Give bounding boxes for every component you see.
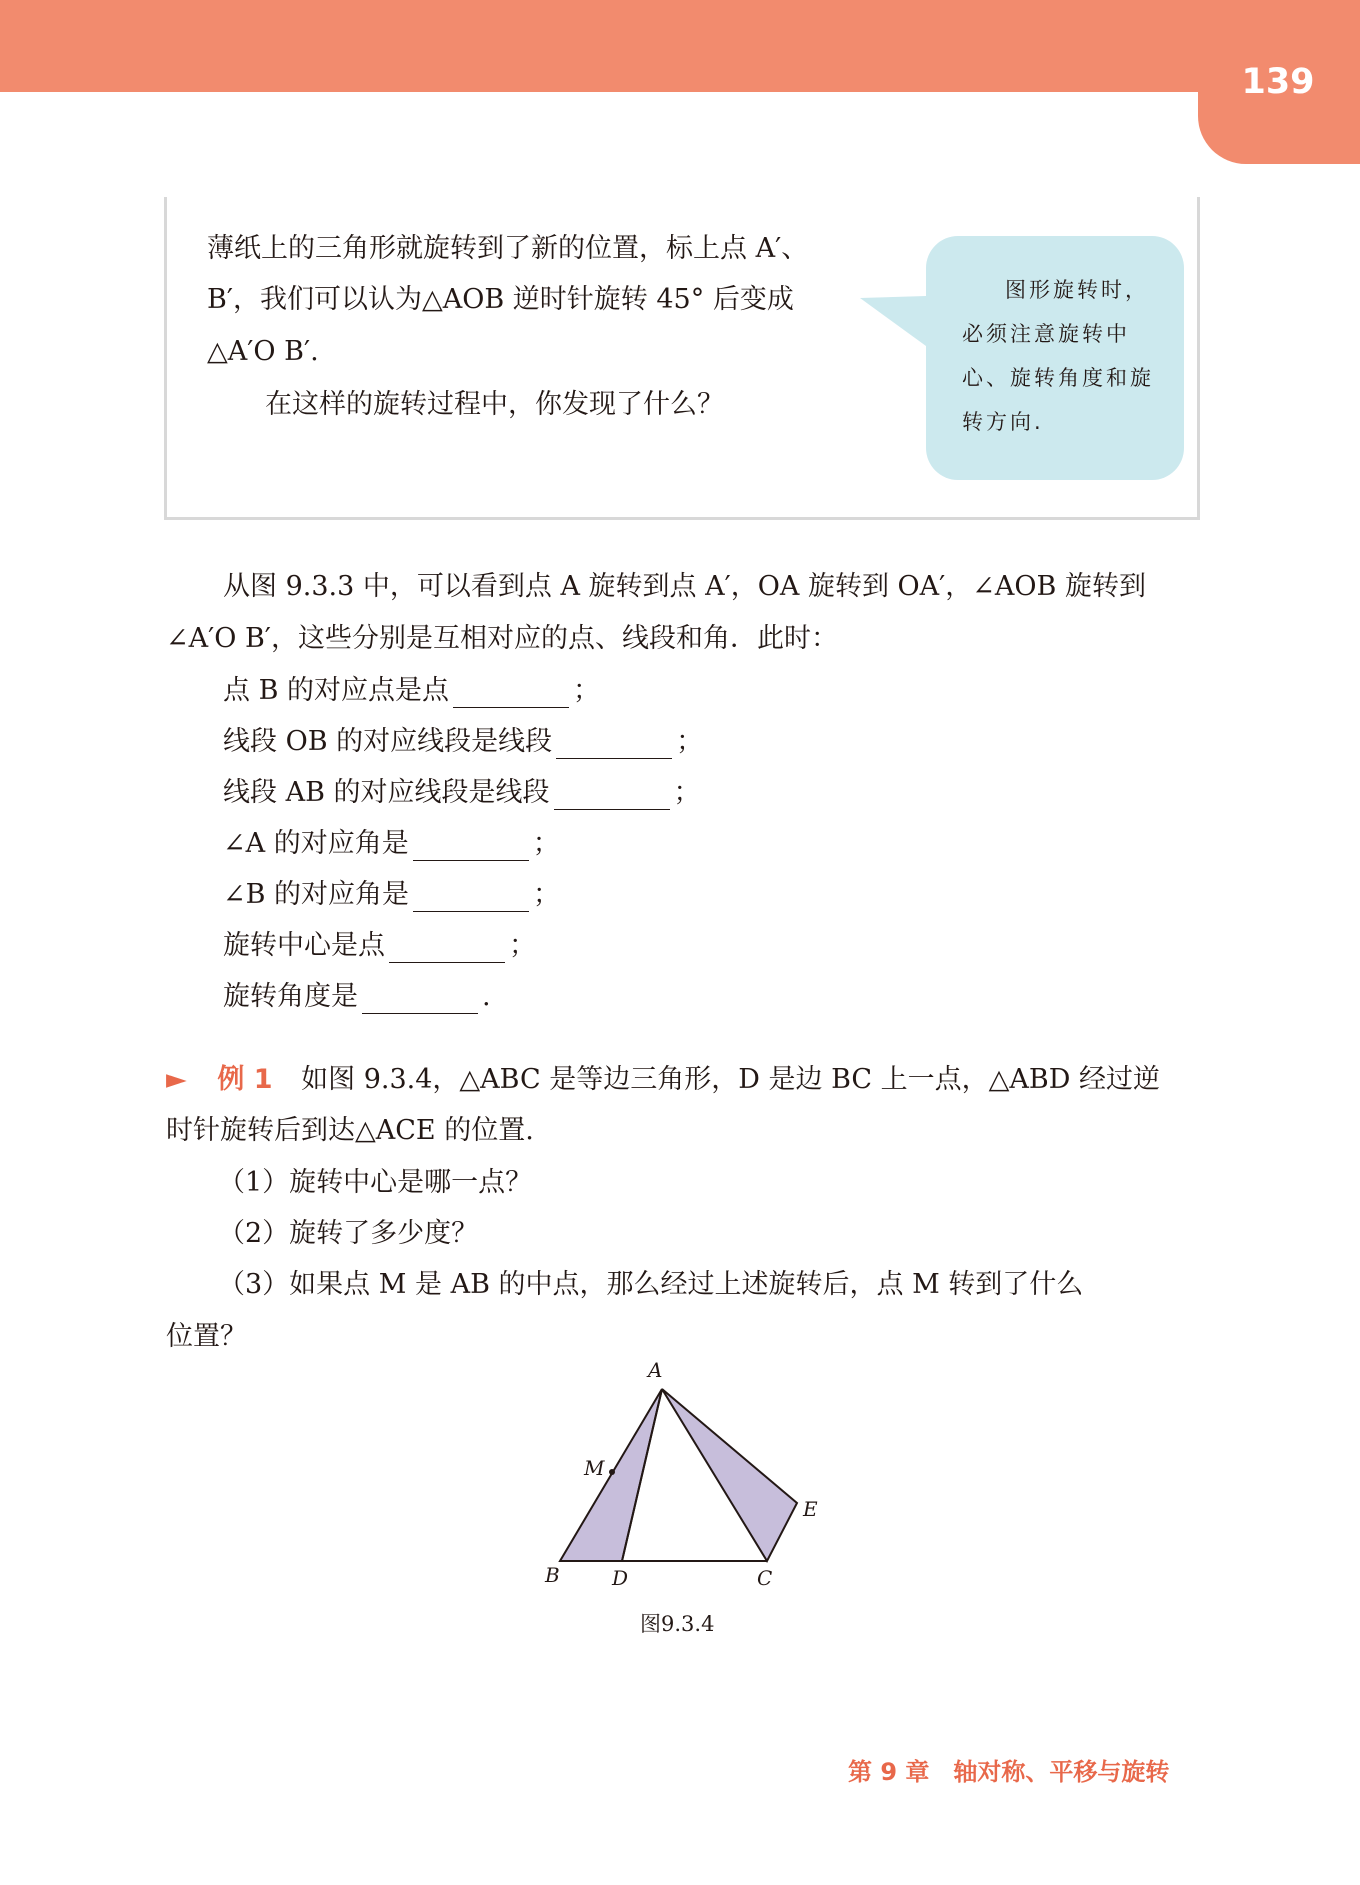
fill-in-item: ∠A 的对应角是 ； [223, 828, 560, 859]
intro-line: ∠A′O B′，这些分别是互相对应的点、线段和角．此时： [166, 623, 838, 654]
example-line: ► 例 1 如图 9.3.4，△ABC 是等边三角形，D 是边 BC 上一点，△ABD 经过逆 [166, 1064, 1160, 1095]
fill-in-item: 点 B 的对应点是点 ； [223, 675, 601, 706]
triangle-ace-shaded [662, 1389, 797, 1561]
question-3-cont: 位置？ [166, 1321, 247, 1352]
fill-in-item: 线段 AB 的对应线段是线段 ； [223, 777, 701, 808]
label-d: D [612, 1566, 629, 1590]
intro-line: 从图 9.3.3 中，可以看到点 A 旋转到点 A′，OA 旋转到 OA′，∠AOB 旋转到 [223, 571, 1146, 602]
question-3: （3）如果点 M 是 AB 的中点，那么经过上述旋转后，点 M 转到了什么 [218, 1269, 1084, 1300]
label-m: M [584, 1456, 605, 1480]
chapter-footer: 第 9 章 轴对称、平移与旋转 [848, 1758, 1170, 1786]
point-m [609, 1469, 615, 1475]
label-e: E [803, 1497, 818, 1521]
note-line: 必须注意旋转中 [962, 322, 1130, 346]
label-a: A [648, 1358, 663, 1382]
activity-line: B′，我们可以认为△AOB 逆时针旋转 45° 后变成 [207, 284, 794, 315]
label-b: B [545, 1563, 560, 1587]
question-1: （1）旋转中心是哪一点？ [218, 1167, 533, 1198]
question-2: （2）旋转了多少度？ [218, 1218, 479, 1249]
note-line: 转方向. [962, 410, 1044, 434]
example-marker: ► [166, 1064, 187, 1095]
fill-in-item: 线段 OB 的对应线段是线段 ； [223, 726, 704, 757]
example-tag: 例 1 [217, 1064, 273, 1095]
triangle-abd-shaded [560, 1389, 662, 1561]
activity-line: △A′O B′. [207, 336, 319, 367]
note-line: 图形旋转时， [1005, 278, 1149, 302]
note-line: 心、旋转角度和旋 [962, 366, 1154, 390]
figure-caption: 图9.3.4 [640, 1612, 715, 1636]
activity-line: 薄纸上的三角形就旋转到了新的位置，标上点 A′、 [207, 233, 809, 264]
page-number: 139 [1241, 62, 1315, 102]
activity-line: 在这样的旋转过程中，你发现了什么？ [265, 389, 724, 420]
example-line: 时针旋转后到达△ACE 的位置. [166, 1115, 534, 1146]
fill-in-item: 旋转中心是点 ； [223, 930, 536, 961]
fill-in-item: ∠B 的对应角是 ； [223, 879, 561, 910]
fill-in-item: 旋转角度是 . [223, 981, 491, 1012]
label-c: C [757, 1566, 773, 1590]
